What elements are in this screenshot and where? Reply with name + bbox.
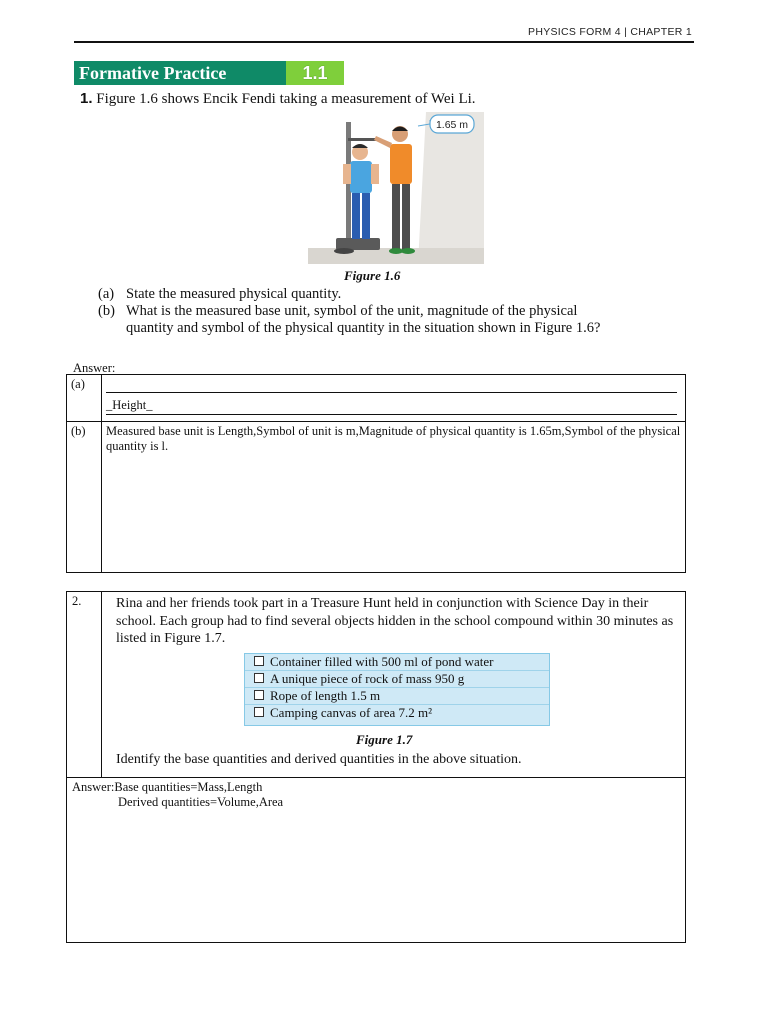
- q1-intro: [80, 90, 476, 108]
- q1-sub-b-cont: quantity and symbol of the physical quantity in the situation shown in Figure 1.6?: [126, 320, 601, 336]
- answer-a-cell[interactable]: [102, 375, 686, 422]
- q1-number: 1.: [80, 90, 93, 107]
- q1-sub-b-label: (b): [98, 303, 115, 319]
- page-header: PHYSICS FORM 4 | CHAPTER 1: [528, 26, 692, 38]
- q2-identify: Identify the base quantities and derived quantities in the above situation.: [116, 752, 522, 767]
- checkbox-icon: [254, 673, 264, 683]
- answer-a-label: (a): [67, 375, 102, 422]
- figure-1-6-illustration: [308, 112, 484, 264]
- q1-sub-a-text: State the measured physical quantity.: [126, 286, 342, 302]
- banner-number: 1.1: [286, 61, 344, 85]
- q1-sub-a-label: (a): [98, 286, 115, 302]
- section-banner: [74, 61, 344, 85]
- checkbox-icon: [254, 707, 264, 717]
- q2-number: 2.: [72, 594, 82, 608]
- q1-answer-table: [66, 374, 686, 573]
- list-item-text: A unique piece of rock of mass 950 g: [270, 671, 465, 686]
- q2-answer-line2: Derived quantities=Volume,Area: [118, 795, 284, 809]
- table-row: [67, 375, 686, 422]
- figure-1-7-caption: Figure 1.7: [356, 732, 413, 747]
- q1-sub-a: [98, 286, 341, 303]
- q2-column-divider: [101, 591, 102, 777]
- q2-answer[interactable]: [72, 780, 283, 810]
- table-row: [67, 422, 686, 573]
- answer-b-value[interactable]: Measured base unit is Length,Symbol of unit is m,Magnitude of physical quantity is 1.65m,Symbol of the physical quantity is l.: [102, 422, 686, 573]
- answer-label: Answer:: [73, 361, 116, 375]
- answer-a-line: [106, 377, 677, 393]
- answer-b-label: (b): [67, 422, 102, 573]
- q2-answer-line1: Answer:Base quantities=Mass,Length: [72, 780, 263, 794]
- list-item-text: Rope of length 1.5 m: [270, 688, 381, 703]
- answer-a-field: [106, 398, 677, 415]
- figure-callout: 1.65 m: [435, 119, 469, 131]
- checkbox-icon: [254, 690, 264, 700]
- answer-a-value: _Height_: [106, 398, 153, 412]
- list-item-text: Container filled with 500 ml of pond water: [270, 654, 494, 669]
- list-item: [245, 654, 549, 671]
- list-item: [245, 688, 549, 705]
- banner-title: Formative Practice: [74, 61, 286, 85]
- header-rule: [74, 41, 694, 43]
- q1-sub-b: [98, 303, 577, 320]
- figure-1-7-list: [244, 653, 550, 726]
- list-item: [245, 671, 549, 688]
- q1-sub-b-line1: What is the measured base unit, symbol of the unit, magnitude of the physical: [126, 303, 578, 319]
- q2-text: Rina and her friends took part in a Treasure Hunt held in conjunction with Science Day in their school. Each group had to find several objects hidden in the school compound within 30 minutes as listed in Figure 1.7.: [116, 596, 674, 646]
- list-item: [245, 705, 549, 721]
- q2-row-divider: [66, 777, 686, 778]
- list-item-text: Camping canvas of area 7.2 m²: [270, 705, 433, 720]
- q1-intro-text: Figure 1.6 shows Encik Fendi taking a measurement of Wei Li.: [96, 91, 476, 107]
- figure-1-6-caption: Figure 1.6: [344, 268, 401, 283]
- checkbox-icon: [254, 656, 264, 666]
